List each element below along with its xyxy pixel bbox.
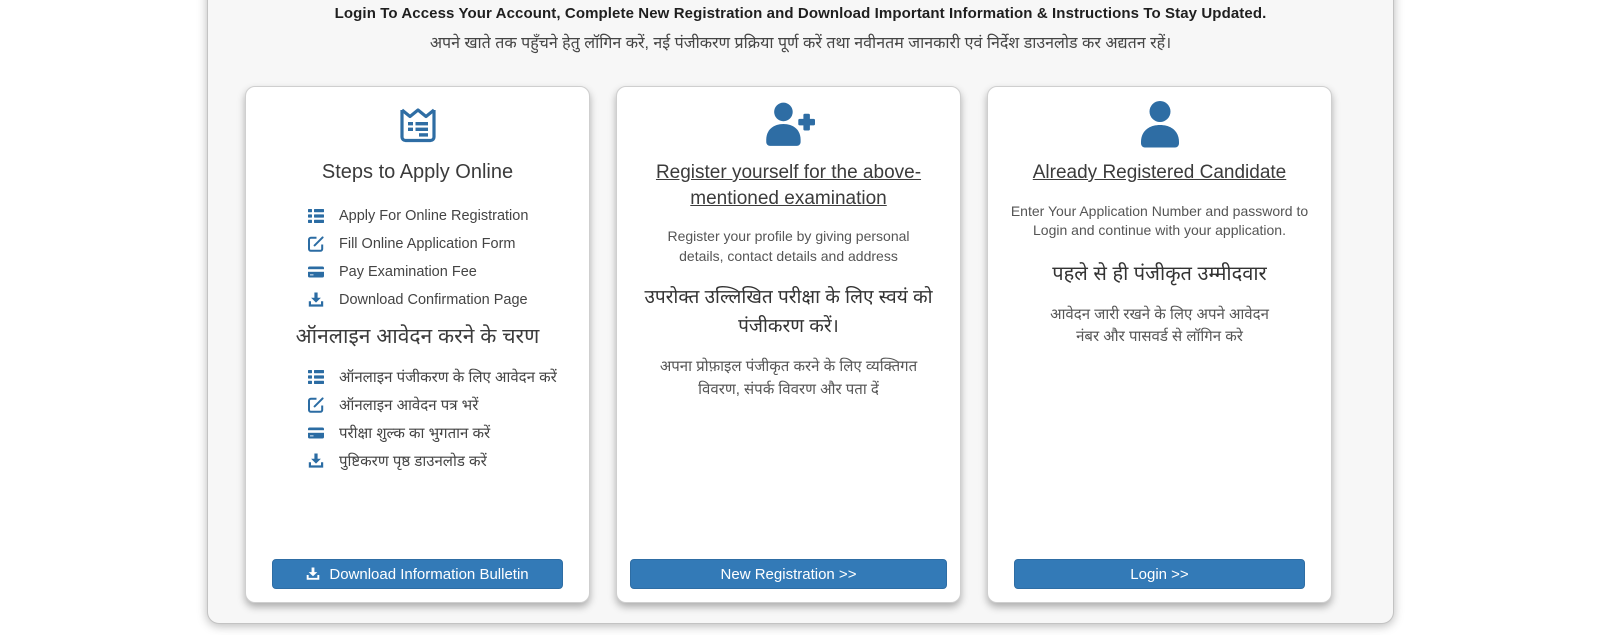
download-icon xyxy=(308,292,324,308)
new-registration-button-label: New Registration >> xyxy=(720,565,857,583)
instructions-header xyxy=(208,0,1393,53)
content-panel xyxy=(207,0,1394,624)
download-icon xyxy=(308,453,324,469)
register-description-hindi: अपना प्रोफ़ाइल पंजीकृत करने के लिए व्यक्तिगत विवरण, संपर्क विवरण और पता दें xyxy=(659,358,918,398)
already-registered-card xyxy=(987,86,1332,603)
login-card-title-link[interactable]: Already Registered Candidate xyxy=(1032,162,1287,183)
newspaper-icon xyxy=(392,100,444,148)
login-subtitle-hindi: पहले से ही पंजीकृत उम्मीदवार xyxy=(1052,262,1267,285)
steps-card-title-hindi: ऑनलाइन आवेदन करने के चरण xyxy=(295,325,540,348)
steps-list-hindi xyxy=(308,363,589,475)
user-plus-icon xyxy=(763,100,815,148)
credit-card-icon xyxy=(308,264,324,280)
login-button-label: Login >> xyxy=(1130,565,1189,583)
list-icon xyxy=(308,369,324,385)
download-icon xyxy=(306,567,320,581)
register-subtitle-hindi: उपरोक्त उल्लिखित परीक्षा के लिए स्वयं को पंजीकरण करें। xyxy=(644,287,933,337)
register-description-english: Register your profile by giving personal details, contact details and address xyxy=(667,228,910,264)
login-description-english: Enter Your Application Number and password to Login and continue with your application. xyxy=(1010,202,1309,239)
download-information-bulletin-button[interactable] xyxy=(272,559,563,589)
step-label: Pay Examination Fee xyxy=(339,264,477,280)
step-apply-registration-hi xyxy=(308,363,589,391)
new-registration-card xyxy=(616,86,961,603)
download-bulletin-button-label: Download Information Bulletin xyxy=(329,565,529,583)
credit-card-icon xyxy=(308,425,324,441)
register-card-title-link[interactable]: Register yourself for the above-mentioned examination xyxy=(655,162,922,209)
instruction-text-hindi: अपने खाते तक पहुँचने हेतु लॉगिन करें, नई पंजीकरण प्रक्रिया पूर्ण करें तथा नवीनतम जानकारी एवं निर्देश डाउनलोड कर अद्यतन रहें। xyxy=(429,35,1172,52)
step-label: Fill Online Application Form xyxy=(339,236,516,252)
user-icon xyxy=(1134,100,1186,148)
step-label: ऑनलाइन पंजीकरण के लिए आवेदन करें xyxy=(339,369,557,386)
steps-list-english xyxy=(308,202,589,314)
step-label: Apply For Online Registration xyxy=(339,208,529,224)
instruction-text-english: Login To Access Your Account, Complete New Registration and Download Important Information & Instructions To Stay Updated. xyxy=(334,5,1267,22)
step-download-confirmation xyxy=(308,286,589,314)
login-button[interactable] xyxy=(1014,559,1305,589)
step-fill-form xyxy=(308,230,589,258)
steps-to-apply-card xyxy=(245,86,590,603)
step-apply-registration xyxy=(308,202,589,230)
cards-row xyxy=(245,86,1332,603)
step-label: परीक्षा शुल्क का भुगतान करें xyxy=(339,425,491,442)
step-label: ऑनलाइन आवेदन पत्र भरें xyxy=(339,397,479,414)
edit-icon xyxy=(308,397,324,413)
list-icon xyxy=(308,208,324,224)
login-description-hindi: आवेदन जारी रखने के लिए अपने आवेदन नंबर और पासवर्ड से लॉगिन करे xyxy=(1050,305,1269,346)
step-label: पुष्टिकरण पृष्ठ डाउनलोड करें xyxy=(339,453,487,470)
step-label: Download Confirmation Page xyxy=(339,292,528,308)
step-pay-fee xyxy=(308,258,589,286)
steps-card-title-english: Steps to Apply Online xyxy=(321,161,514,183)
step-pay-fee-hi xyxy=(308,419,589,447)
edit-icon xyxy=(308,236,324,252)
new-registration-button[interactable] xyxy=(630,559,947,589)
step-fill-form-hi xyxy=(308,391,589,419)
step-download-confirmation-hi xyxy=(308,447,589,475)
